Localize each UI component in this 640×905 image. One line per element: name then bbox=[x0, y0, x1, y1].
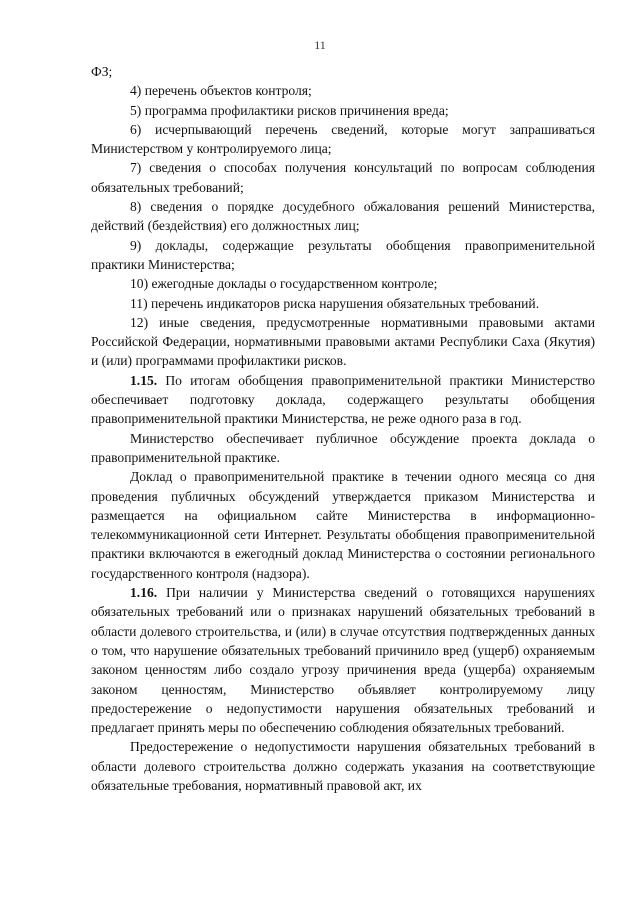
paragraph-text: Министерство обеспечивает публичное обсуждение проекта доклада о правоприменительной практике. bbox=[91, 430, 595, 465]
section-1-15 bbox=[91, 371, 595, 429]
page-number: 11 bbox=[314, 38, 326, 52]
list-item-10 bbox=[91, 274, 595, 293]
paragraph-fz-end bbox=[91, 62, 595, 81]
paragraph-report-approval bbox=[91, 467, 595, 583]
paragraph-text: 10) ежегодные доклады о государственном контроле; bbox=[130, 276, 438, 292]
paragraph-text: По итогам обобщения правоприменительной практики Министерство обеспечивает подготовку доклада, содержащего результаты обобщения правоприменительной практики Министерства, не реже одного раза в год. bbox=[91, 372, 595, 427]
paragraph-text: 9) доклады, содержащие результаты обобщения правоприменительной практики Министерства; bbox=[91, 237, 595, 272]
paragraph-warning-content bbox=[91, 737, 595, 795]
paragraph-public-discussion bbox=[91, 429, 595, 468]
list-item-4 bbox=[91, 81, 595, 100]
paragraph-text: 7) сведения о способах получения консультаций по вопросам соблюдения обязательных требований; bbox=[91, 160, 595, 195]
paragraph-text: 12) иные сведения, предусмотренные нормативными правовыми актами Российской Федерации, нормативными правовыми актами Республики Саха (Якутия) и (или) программами профилактики рисков. bbox=[91, 314, 595, 369]
paragraph-text: 4) перечень объектов контроля; bbox=[130, 83, 312, 99]
list-item-9 bbox=[91, 236, 595, 275]
paragraph-text: 6) исчерпывающий перечень сведений, которые могут запрашиваться Министерством у контролируемого лица; bbox=[91, 121, 595, 157]
paragraph-text: 8) сведения о порядке досудебного обжалования решений Министерства, действий (бездействия) его должностных лиц; bbox=[91, 199, 595, 234]
list-item-5 bbox=[91, 101, 595, 120]
paragraph-text: Предостережение о недопустимости нарушения обязательных требований в области долевого строительства должно содержать указания на соответствующие обязательные требования, нормативный правовой акт, их bbox=[91, 739, 595, 793]
paragraph-text: При наличии у Министерства сведений о готовящихся нарушениях обязательных требований или о признаках нарушений обязательных требований в области долевого строительства, и (или) в случае отсутствия подтвержденных данных о том, что нарушение обязательных требований причинило вред (ущерб) охраняемым законом ценностям либо создало угрозу причинения вреда (ущерба) охраняемым законом ценностям, Министерство объявляет контролируемому лицу предостережение о недопустимости нарушения обязательных требований и предлагает принять меры по обеспечению соблюдения обязательных требований. bbox=[91, 585, 595, 736]
list-item-6 bbox=[91, 120, 595, 159]
section-number: 1.15. bbox=[130, 372, 158, 388]
paragraph-text: Доклад о правоприменительной практике в течении одного месяца со дня проведения публичных обсуждений утверждается приказом Министерства и размещается на официальном сайте Министерства в информационно-телекоммуникационной сети Интернет. Результаты обобщения правоприменительной практики включаются в ежегодный доклад Министерства о состоянии регионального государственного контроля (надзора). bbox=[91, 469, 595, 581]
section-number: 1.16. bbox=[130, 585, 158, 601]
list-item-11 bbox=[91, 294, 595, 313]
paragraph-text: ФЗ; bbox=[91, 64, 113, 79]
section-1-16 bbox=[91, 583, 595, 737]
list-item-12 bbox=[91, 313, 595, 371]
paragraph-text: 5) программа профилактики рисков причинения вреда; bbox=[130, 102, 449, 118]
paragraph-text: 11) перечень индикаторов риска нарушения обязательных требований. bbox=[130, 295, 540, 311]
list-item-8 bbox=[91, 197, 595, 236]
document-body bbox=[91, 62, 595, 795]
list-item-7 bbox=[91, 158, 595, 197]
